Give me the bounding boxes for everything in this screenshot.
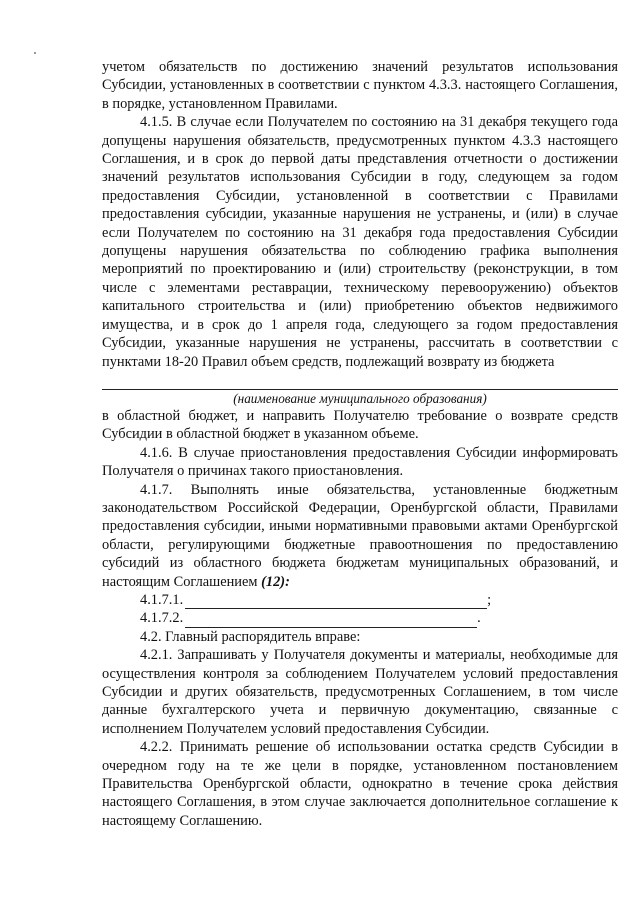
paragraph-4-2: 4.2. Главный распорядитель вправе:: [140, 628, 361, 645]
item-4-1-7-2-blank: [185, 614, 477, 628]
footnote-ref-12: (12):: [261, 573, 290, 590]
item-4-1-7-2-label: 4.1.7.2.: [140, 610, 184, 627]
document-body: [102, 58, 618, 830]
paragraph-4-2-2: 4.2.2. Принимать решение об использовании остатка средств Субсидии в очередном году на те же цели в порядке, установленном постановлением Правительства Оренбургской области, однократно в течение срока действия настоящего Соглашения, в этом случае заключается дополнительное соглашение к настоящему Соглашению.: [102, 739, 618, 829]
municipality-fill-line: [102, 375, 618, 390]
paragraph-4-1-7: [102, 481, 618, 591]
paragraph-continuation: учетом обязательств по достижению значений результатов использования Субсидии, установленных в соответствии с пунктом 4.3.3. настоящего Соглашения, в порядке, установленном Правилами.: [102, 59, 618, 112]
paragraph-return-demand: в областной бюджет, и направить Получателю требование о возврате средств Субсидии в областной бюджет в указанном объеме.: [102, 407, 618, 443]
paragraph-4-1-7-text: 4.1.7. Выполнять иные обязательства, установленные бюджетным законодательством Российской Федерации, Оренбургской области, Правилами предоставления субсидии, иными нормативными правовыми актами Оренбургской области, регулирующими бюджетные правоотношения по предоставлению субсидий из областного бюджета бюджетам муниципальных образований, и настоящим Соглашением: [102, 481, 618, 590]
item-4-1-7-2-end: .: [477, 610, 481, 627]
paragraph-4-1-6: 4.1.6. В случае приостановления предоставления Субсидии информировать Получателя о причинах такого приостановления.: [102, 444, 618, 480]
paragraph-4-2-1: 4.2.1. Запрашивать у Получателя документы и материалы, необходимые для осуществления контроля за соблюдением Получателем условий предоставления Субсидии и других обязательств, предусмотренных Соглашением, в том числе данные бухгалтерского учета и первичную документацию, связанные с исполнением Получателем условий предоставления Субсидии.: [102, 647, 618, 737]
item-4-1-7-1-end: ;: [487, 591, 492, 608]
paragraph-4-1-5: 4.1.5. В случае если Получателем по состоянию на 31 декабря текущего года допущены нарушения обязательств, предусмотренных пунктом 4.3.3 настоящего Соглашения, и в срок до первой даты представления отчетности о достижении значений результатов использования Субсидии в году, следующем за годом предоставления Субсидии, установленной в соответствии с Правилами предоставления субсидии, указанные нарушения не устранены, и (или) в случае если Получателем по состоянию на 31 декабря года предоставления Субсидии допущены нарушения обязательства по соблюдению графика выполнения мероприятий по проектированию и (или) строительству (реконструкции, в том числе с элементами реставрации, техническому перевооружению) объектов капитального строительства и (или) приобретению объектов недвижимого имущества, и в срок до 1 апреля года, следующего за годом предоставления Субсидии, указанные нарушения не устранены, рассчитать в соответствии с пунктами 18-20 Правил объем средств, подлежащий возврату из бюджета: [102, 114, 618, 370]
item-4-1-7-1-blank: [185, 595, 487, 609]
scan-speck: [34, 52, 36, 54]
item-4-1-7-1: [102, 591, 618, 609]
municipality-caption: (наименование муниципального образования): [233, 390, 487, 406]
item-4-1-7-2: [102, 609, 618, 627]
item-4-1-7-1-label: 4.1.7.1.: [140, 591, 184, 608]
